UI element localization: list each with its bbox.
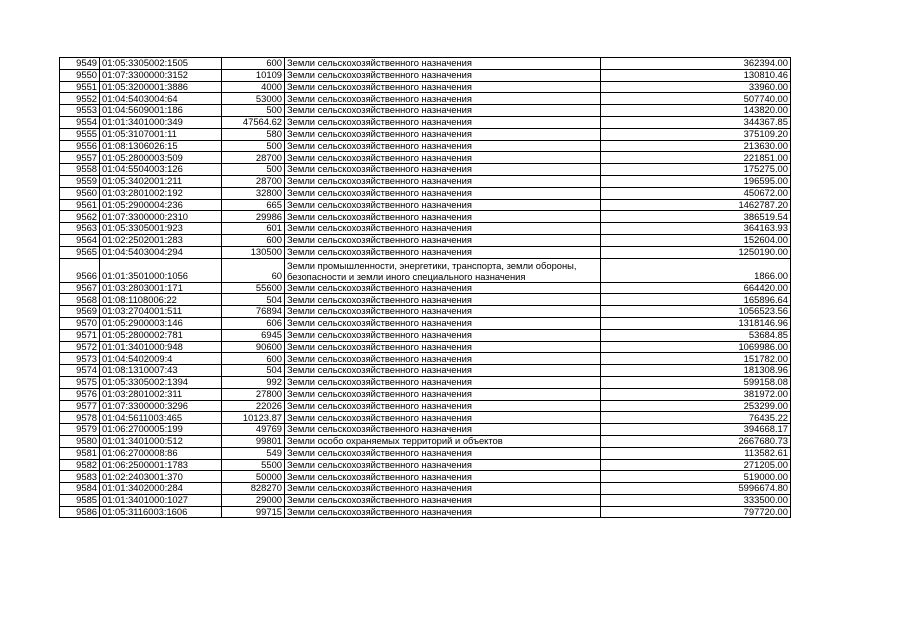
area-cell: 47564.62 (222, 116, 285, 128)
table-row (60, 471, 791, 483)
cadastral-value-cell: 362394.00 (601, 58, 791, 70)
cadastral-number-cell: 01:02:2403001:370 (100, 471, 222, 483)
cadastral-number-cell: 01:04:5403004:64 (100, 93, 222, 105)
land-category-cell: Земли сельскохозяйственного назначения (285, 459, 601, 471)
cadastral-number-cell: 01:05:3200001:3886 (100, 81, 222, 93)
cadastral-number-cell: 01:05:3305001:923 (100, 223, 222, 235)
area-cell: 29000 (222, 494, 285, 506)
cadastral-number-cell: 01:05:3107001:11 (100, 128, 222, 140)
land-category-cell: Земли сельскохозяйственного назначения (285, 152, 601, 164)
area-cell: 10123.87 (222, 412, 285, 424)
table-row (60, 459, 791, 471)
table-row (60, 317, 791, 329)
area-cell: 90600 (222, 341, 285, 353)
area-cell: 5500 (222, 459, 285, 471)
cadastral-number-cell: 01:06:2500001:1783 (100, 459, 222, 471)
table-row (60, 282, 791, 294)
cadastral-number-cell: 01:05:3402001:211 (100, 175, 222, 187)
table-row (60, 447, 791, 459)
cadastral-number-cell: 01:03:2801002:192 (100, 187, 222, 199)
area-cell: 665 (222, 199, 285, 211)
table-row (60, 306, 791, 318)
row-number-cell: 9558 (60, 164, 100, 176)
row-number-cell: 9581 (60, 447, 100, 459)
area-cell: 50000 (222, 471, 285, 483)
land-category-cell: Земли сельскохозяйственного назначения (285, 187, 601, 199)
area-cell: 992 (222, 376, 285, 388)
cadastral-number-cell: 01:07:3300000:3152 (100, 69, 222, 81)
area-cell: 76894 (222, 306, 285, 318)
cadastral-value-cell: 394668.17 (601, 424, 791, 436)
table-row (60, 128, 791, 140)
area-cell: 828270 (222, 483, 285, 495)
cadastral-number-cell: 01:08:1108006:22 (100, 294, 222, 306)
area-cell: 504 (222, 365, 285, 377)
cadastral-value-cell: 333500.00 (601, 494, 791, 506)
area-cell: 500 (222, 164, 285, 176)
row-number-cell: 9570 (60, 317, 100, 329)
row-number-cell: 9575 (60, 376, 100, 388)
table-row (60, 341, 791, 353)
land-registry-table (59, 57, 791, 518)
row-number-cell: 9565 (60, 246, 100, 258)
area-cell: 99715 (222, 506, 285, 518)
cadastral-number-cell: 01:05:2900004:236 (100, 199, 222, 211)
cadastral-number-cell: 01:01:3402000:284 (100, 483, 222, 495)
area-cell: 600 (222, 58, 285, 70)
area-cell: 500 (222, 105, 285, 117)
cadastral-number-cell: 01:01:3401000:349 (100, 116, 222, 128)
land-category-cell: Земли сельскохозяйственного назначения (285, 128, 601, 140)
row-number-cell: 9553 (60, 105, 100, 117)
area-cell: 504 (222, 294, 285, 306)
cadastral-value-cell: 1250190.00 (601, 246, 791, 258)
cadastral-value-cell: 1069986.00 (601, 341, 791, 353)
cadastral-number-cell: 01:03:2704001:511 (100, 306, 222, 318)
row-number-cell: 9584 (60, 483, 100, 495)
land-category-cell: Земли промышленности, энергетики, транспорта, земли обороны, безопасности и земли иного специального назначения (285, 258, 601, 282)
area-cell: 4000 (222, 81, 285, 93)
cadastral-value-cell: 375109.20 (601, 128, 791, 140)
cadastral-number-cell: 01:08:1306026:15 (100, 140, 222, 152)
land-category-cell: Земли сельскохозяйственного назначения (285, 341, 601, 353)
table-row (60, 388, 791, 400)
row-number-cell: 9555 (60, 128, 100, 140)
cadastral-value-cell: 33960.00 (601, 81, 791, 93)
land-category-cell: Земли сельскохозяйственного назначения (285, 175, 601, 187)
land-category-cell: Земли сельскохозяйственного назначения (285, 105, 601, 117)
cadastral-value-cell: 664420.00 (601, 282, 791, 294)
table-row (60, 69, 791, 81)
cadastral-value-cell: 213630.00 (601, 140, 791, 152)
table-row (60, 494, 791, 506)
area-cell: 22026 (222, 400, 285, 412)
cadastral-number-cell: 01:04:5611003:465 (100, 412, 222, 424)
land-category-cell: Земли сельскохозяйственного назначения (285, 447, 601, 459)
table-row (60, 400, 791, 412)
land-category-cell: Земли сельскохозяйственного назначения (285, 471, 601, 483)
cadastral-value-cell: 1462787.20 (601, 199, 791, 211)
land-category-cell: Земли сельскохозяйственного назначения (285, 317, 601, 329)
cadastral-number-cell: 01:03:2803001:171 (100, 282, 222, 294)
land-category-cell: Земли сельскохозяйственного назначения (285, 234, 601, 246)
land-category-cell: Земли особо охраняемых территорий и объектов (285, 435, 601, 447)
cadastral-value-cell: 165896.64 (601, 294, 791, 306)
row-number-cell: 9582 (60, 459, 100, 471)
table-row (60, 435, 791, 447)
cadastral-number-cell: 01:01:3401000:948 (100, 341, 222, 353)
cadastral-value-cell: 1866.00 (601, 258, 791, 282)
land-category-cell: Земли сельскохозяйственного назначения (285, 400, 601, 412)
table-row (60, 93, 791, 105)
cadastral-number-cell: 01:06:2700005:199 (100, 424, 222, 436)
table-row (60, 412, 791, 424)
cadastral-number-cell: 01:05:3116003:1606 (100, 506, 222, 518)
cadastral-number-cell: 01:04:5402009:4 (100, 353, 222, 365)
row-number-cell: 9559 (60, 175, 100, 187)
row-number-cell: 9554 (60, 116, 100, 128)
cadastral-value-cell: 507740.00 (601, 93, 791, 105)
cadastral-number-cell: 01:03:2801002:311 (100, 388, 222, 400)
area-cell: 600 (222, 234, 285, 246)
row-number-cell: 9574 (60, 365, 100, 377)
area-cell: 580 (222, 128, 285, 140)
cadastral-value-cell: 797720.00 (601, 506, 791, 518)
land-category-cell: Земли сельскохозяйственного назначения (285, 81, 601, 93)
table-row (60, 234, 791, 246)
cadastral-value-cell: 344367.85 (601, 116, 791, 128)
cadastral-number-cell: 01:04:5609001:186 (100, 105, 222, 117)
area-cell: 500 (222, 140, 285, 152)
table-row (60, 164, 791, 176)
area-cell: 130500 (222, 246, 285, 258)
land-category-cell: Земли сельскохозяйственного назначения (285, 424, 601, 436)
land-category-cell: Земли сельскохозяйственного назначения (285, 116, 601, 128)
cadastral-number-cell: 01:01:3401000:1027 (100, 494, 222, 506)
cadastral-value-cell: 1056523.56 (601, 306, 791, 318)
land-category-cell: Земли сельскохозяйственного назначения (285, 388, 601, 400)
area-cell: 549 (222, 447, 285, 459)
cadastral-value-cell: 221851.00 (601, 152, 791, 164)
cadastral-value-cell: 253299.00 (601, 400, 791, 412)
cadastral-value-cell: 196595.00 (601, 175, 791, 187)
land-category-cell: Земли сельскохозяйственного назначения (285, 223, 601, 235)
land-category-cell: Земли сельскохозяйственного назначения (285, 58, 601, 70)
row-number-cell: 9567 (60, 282, 100, 294)
table-body (60, 58, 791, 518)
table-row (60, 294, 791, 306)
cadastral-number-cell: 01:01:3401000:512 (100, 435, 222, 447)
table-row (60, 483, 791, 495)
table-row (60, 116, 791, 128)
cadastral-value-cell: 152604.00 (601, 234, 791, 246)
row-number-cell: 9556 (60, 140, 100, 152)
cadastral-number-cell: 01:08:1310007:43 (100, 365, 222, 377)
area-cell: 49769 (222, 424, 285, 436)
cadastral-value-cell: 271205.00 (601, 459, 791, 471)
land-category-cell: Земли сельскохозяйственного назначения (285, 140, 601, 152)
row-number-cell: 9573 (60, 353, 100, 365)
area-cell: 99801 (222, 435, 285, 447)
row-number-cell: 9561 (60, 199, 100, 211)
row-number-cell: 9568 (60, 294, 100, 306)
row-number-cell: 9583 (60, 471, 100, 483)
table-row (60, 223, 791, 235)
area-cell: 601 (222, 223, 285, 235)
cadastral-number-cell: 01:07:3300000:3296 (100, 400, 222, 412)
table-row (60, 175, 791, 187)
row-number-cell: 9562 (60, 211, 100, 223)
table-row (60, 246, 791, 258)
area-cell: 60 (222, 258, 285, 282)
cadastral-value-cell: 5996674.80 (601, 483, 791, 495)
cadastral-number-cell: 01:04:5504003:126 (100, 164, 222, 176)
table-row (60, 199, 791, 211)
area-cell: 10109 (222, 69, 285, 81)
table-row (60, 506, 791, 518)
land-category-cell: Земли сельскохозяйственного назначения (285, 164, 601, 176)
land-category-cell: Земли сельскохозяйственного назначения (285, 353, 601, 365)
table-row (60, 353, 791, 365)
cadastral-value-cell: 364163.93 (601, 223, 791, 235)
cadastral-value-cell: 151782.00 (601, 353, 791, 365)
area-cell: 53000 (222, 93, 285, 105)
row-number-cell: 9564 (60, 234, 100, 246)
land-category-cell: Земли сельскохозяйственного назначения (285, 246, 601, 258)
land-category-cell: Земли сельскохозяйственного назначения (285, 199, 601, 211)
land-category-cell: Земли сельскохозяйственного назначения (285, 376, 601, 388)
cadastral-number-cell: 01:04:5403004:294 (100, 246, 222, 258)
cadastral-number-cell: 01:05:2900003:146 (100, 317, 222, 329)
cadastral-value-cell: 2667680.73 (601, 435, 791, 447)
land-category-cell: Земли сельскохозяйственного назначения (285, 282, 601, 294)
area-cell: 55600 (222, 282, 285, 294)
cadastral-value-cell: 181308.96 (601, 365, 791, 377)
area-cell: 27800 (222, 388, 285, 400)
row-number-cell: 9571 (60, 329, 100, 341)
row-number-cell: 9560 (60, 187, 100, 199)
row-number-cell: 9579 (60, 424, 100, 436)
cadastral-value-cell: 175275.00 (601, 164, 791, 176)
row-number-cell: 9578 (60, 412, 100, 424)
row-number-cell: 9569 (60, 306, 100, 318)
table-row (60, 211, 791, 223)
row-number-cell: 9550 (60, 69, 100, 81)
cadastral-value-cell: 130810.46 (601, 69, 791, 81)
table-row (60, 81, 791, 93)
cadastral-value-cell: 450672.00 (601, 187, 791, 199)
land-category-cell: Земли сельскохозяйственного назначения (285, 494, 601, 506)
cadastral-number-cell: 01:05:2800002:781 (100, 329, 222, 341)
land-category-cell: Земли сельскохозяйственного назначения (285, 93, 601, 105)
table-row (60, 187, 791, 199)
cadastral-value-cell: 381972.00 (601, 388, 791, 400)
land-category-cell: Земли сельскохозяйственного назначения (285, 306, 601, 318)
area-cell: 32800 (222, 187, 285, 199)
row-number-cell: 9576 (60, 388, 100, 400)
area-cell: 6945 (222, 329, 285, 341)
table-row (60, 258, 791, 282)
row-number-cell: 9566 (60, 258, 100, 282)
table-row (60, 376, 791, 388)
land-category-cell: Земли сельскохозяйственного назначения (285, 69, 601, 81)
land-category-cell: Земли сельскохозяйственного назначения (285, 294, 601, 306)
area-cell: 606 (222, 317, 285, 329)
cadastral-value-cell: 386519.54 (601, 211, 791, 223)
table-row (60, 105, 791, 117)
table-row (60, 140, 791, 152)
table-row (60, 152, 791, 164)
land-category-cell: Земли сельскохозяйственного назначения (285, 483, 601, 495)
row-number-cell: 9586 (60, 506, 100, 518)
row-number-cell: 9580 (60, 435, 100, 447)
cadastral-value-cell: 519000.00 (601, 471, 791, 483)
land-category-cell: Земли сельскохозяйственного назначения (285, 211, 601, 223)
cadastral-value-cell: 143820.00 (601, 105, 791, 117)
land-category-cell: Земли сельскохозяйственного назначения (285, 506, 601, 518)
area-cell: 28700 (222, 175, 285, 187)
row-number-cell: 9563 (60, 223, 100, 235)
cadastral-number-cell: 01:05:3305002:1505 (100, 58, 222, 70)
row-number-cell: 9551 (60, 81, 100, 93)
row-number-cell: 9549 (60, 58, 100, 70)
area-cell: 600 (222, 353, 285, 365)
area-cell: 28700 (222, 152, 285, 164)
cadastral-number-cell: 01:05:3305002:1394 (100, 376, 222, 388)
cadastral-value-cell: 1318146.96 (601, 317, 791, 329)
cadastral-value-cell: 76435.22 (601, 412, 791, 424)
cadastral-number-cell: 01:02:2502001:283 (100, 234, 222, 246)
row-number-cell: 9577 (60, 400, 100, 412)
table-row (60, 58, 791, 70)
row-number-cell: 9552 (60, 93, 100, 105)
table-row (60, 365, 791, 377)
land-category-cell: Земли сельскохозяйственного назначения (285, 412, 601, 424)
cadastral-value-cell: 113582.61 (601, 447, 791, 459)
cadastral-number-cell: 01:07:3300000:2310 (100, 211, 222, 223)
row-number-cell: 9557 (60, 152, 100, 164)
cadastral-number-cell: 01:06:2700008:86 (100, 447, 222, 459)
row-number-cell: 9585 (60, 494, 100, 506)
cadastral-number-cell: 01:01:3501000:1056 (100, 258, 222, 282)
table-row (60, 424, 791, 436)
land-category-cell: Земли сельскохозяйственного назначения (285, 365, 601, 377)
cadastral-value-cell: 599158.08 (601, 376, 791, 388)
row-number-cell: 9572 (60, 341, 100, 353)
cadastral-value-cell: 53684.85 (601, 329, 791, 341)
land-category-cell: Земли сельскохозяйственного назначения (285, 329, 601, 341)
area-cell: 29986 (222, 211, 285, 223)
table-row (60, 329, 791, 341)
cadastral-number-cell: 01:05:2800003:509 (100, 152, 222, 164)
